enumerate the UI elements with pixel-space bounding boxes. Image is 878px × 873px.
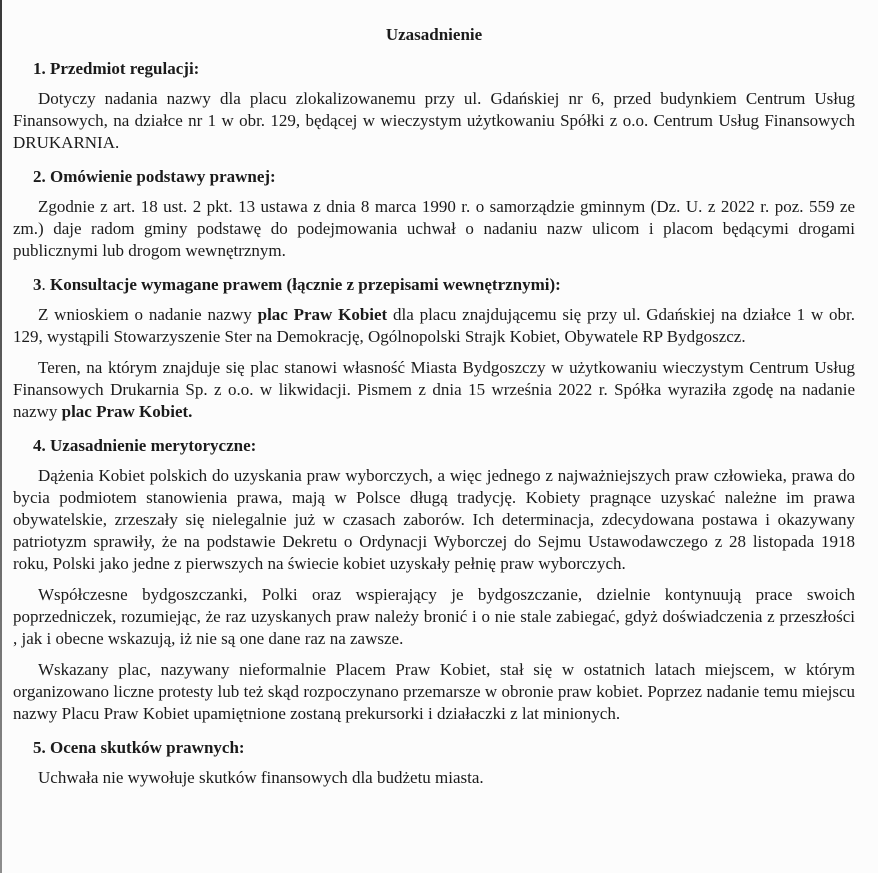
heading-run: 2. Omówienie podstawy prawnej: bbox=[33, 167, 276, 186]
text-run: Z wnioskiem o nadanie nazwy bbox=[38, 305, 258, 324]
document-title: Uzasadnienie bbox=[385, 25, 483, 44]
paragraph bbox=[13, 584, 855, 650]
section-4-uzasadnienie-merytoryczne bbox=[13, 435, 855, 725]
section-2-podstawa-prawna bbox=[13, 166, 855, 262]
paragraph bbox=[13, 465, 855, 575]
text-run: Zgodnie z art. 18 ust. 2 pkt. 13 ustawa z dnia 8 marca 1990 r. o samorządzie gminnym (Dz. U. z 2022 r. poz. 559 ze zm.) daje radom gminy podstawę do podejmowania uchwał o nadaniu nazw ulicom i placom będącymi drogami publicznymi lub drogom wewnętrznym. bbox=[13, 197, 855, 260]
section-3-konsultacje bbox=[13, 274, 855, 423]
section-1-heading bbox=[13, 58, 855, 80]
text-run: Dotyczy nadania nazwy dla placu zlokalizowanemu przy ul. Gdańskiej nr 6, przed budynkiem Centrum Usług Finansowych, na działce nr 1 w obr. 129, będącej w wieczystym użytkowaniu Spółki z o.o. Centrum Usług Finansowych DRUKARNIA. bbox=[13, 89, 855, 152]
section-1-przedmiot-regulacji bbox=[13, 58, 855, 154]
text-run: Uchwała nie wywołuje skutków finansowych dla budżetu miasta. bbox=[38, 768, 484, 787]
paragraph bbox=[13, 659, 855, 725]
heading-run: Konsultacje wymagane prawem (łącznie z przepisami wewnętrznymi): bbox=[50, 275, 561, 294]
paragraph bbox=[13, 357, 855, 423]
heading-run: 5. Ocena skutków prawnych: bbox=[33, 738, 245, 757]
text-run: Współczesne bydgoszczanki, Polki oraz wspierający je bydgoszczanie, dzielnie kontynuują prace swoich poprzedniczek, rozumiejąc, że raz uzyskanych praw należy bronić i o nie stale zabiegać, gdyż doświadczenia z przeszłości , jak i obecne wskazują, iż nie są one dane raz na zawsze. bbox=[13, 585, 855, 648]
text-run: Dążenia Kobiet polskich do uzyskania praw wyborczych, a więc jednego z najważniejszych praw człowieka, prawa do bycia podmiotem stanowienia prawa, mają w Polsce długą tradycję. Kobiety pragnące uzyskać należne im prawa obywatelskie, zrzeszały się nielegalnie już w czasach zaborów. Ich determinacja, zdecydowana postawa i okazywany patriotyzm sprawiły, że na podstawie Dekretu o Ordynacji Wyborczej do Sejmu Ustawodawczego z 28 listopada 1918 roku, Polski jako jedne z pierwszych na świecie kobiet uzyskały pełnię praw wyborczych. bbox=[13, 466, 855, 573]
paragraph bbox=[13, 88, 855, 154]
heading-run: 1. Przedmiot regulacji: bbox=[33, 59, 200, 78]
bold-run: plac Praw Kobiet. bbox=[61, 402, 193, 421]
scan-edge-artifact bbox=[0, 0, 2, 873]
heading-run: 3 bbox=[33, 275, 42, 294]
paragraph bbox=[13, 196, 855, 262]
text-run: Wskazany plac, nazywany nieformalnie Placem Praw Kobiet, stał się w ostatnich latach miejscem, w którym organizowano liczne protesty lub też skąd rozpoczynano przemarsze w obronie praw kobiet. Poprzez nadanie temu miejscu nazwy Placu Praw Kobiet upamiętnione zostaną prekursorki i działaczki z lat minionych. bbox=[13, 660, 855, 723]
section-4-heading bbox=[13, 435, 855, 457]
paragraph bbox=[13, 304, 855, 348]
heading-run: 4. Uzasadnienie merytoryczne: bbox=[33, 436, 257, 455]
text-run: Teren, na którym znajduje się plac stanowi własność Miasta Bydgoszczy w użytkowaniu wieczystym Centrum Usług Finansowych Drukarnia Sp. z o.o. w likwidacji. Pismem z dnia 15 września 2022 r. Spółka wyraziła zgodę na nadanie nazwy bbox=[13, 358, 855, 421]
text-run: dla placu znajdującemu się przy ul. Gdańskiej na działce 1 w obr. 129, wystąpili Stowarzyszenie Ster na Demokrację, Ogólnopolski Strajk Kobiet, Obywatele RP Bydgoszcz. bbox=[13, 305, 855, 346]
section-2-heading bbox=[13, 166, 855, 188]
heading-run: . bbox=[41, 275, 50, 294]
section-3-heading bbox=[13, 274, 855, 296]
section-5-heading bbox=[13, 737, 855, 759]
section-5-ocena-skutkow bbox=[13, 737, 855, 789]
paragraph bbox=[13, 767, 855, 789]
bold-run: plac Praw Kobiet bbox=[257, 305, 388, 324]
